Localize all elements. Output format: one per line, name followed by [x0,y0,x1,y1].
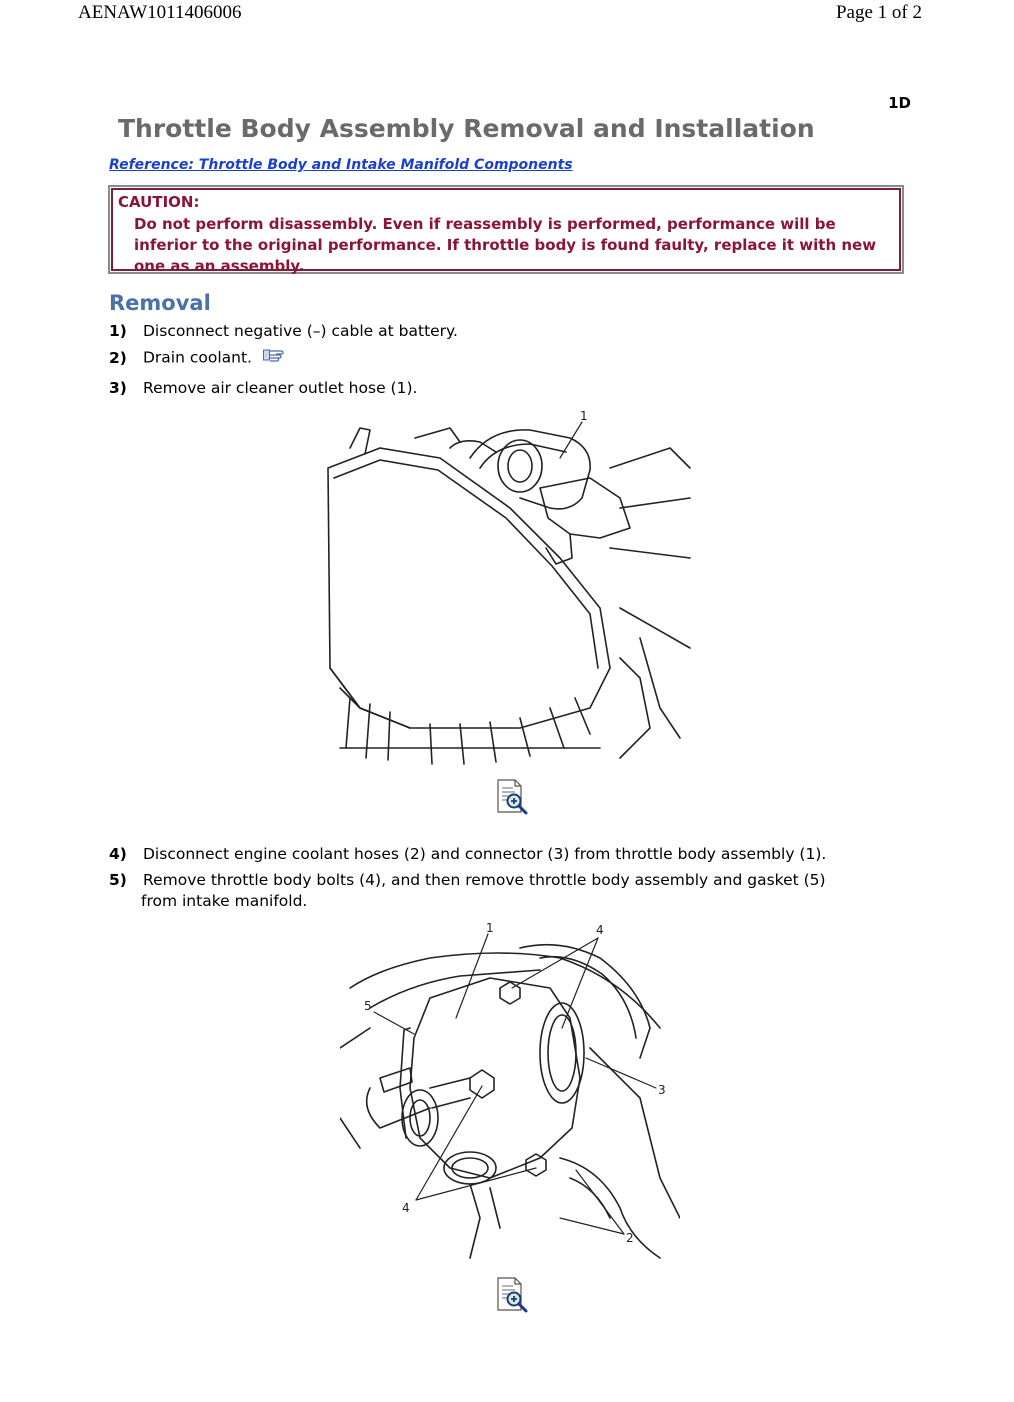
step-2 [109,347,287,369]
caution-title: CAUTION: [118,193,200,211]
page-number: Page 1 of 2 [835,2,922,23]
step-text-continued: from intake manifold. [141,892,308,910]
callout-5: 5 [364,999,372,1013]
step-number: 4) [109,845,127,863]
callout-2: 2 [626,1231,634,1245]
caution-box [108,185,904,274]
step-text: Disconnect negative (–) cable at battery. [143,322,458,340]
doc-id: AENAW1011406006 [78,2,242,23]
reference-link[interactable]: Reference: Throttle Body and Intake Manifold Components [109,157,573,173]
step-text: Disconnect engine coolant hoses (2) and connector (3) from throttle body assembly (1). [143,845,827,863]
step-5 [109,870,826,912]
step-number: 1) [109,322,127,340]
step-number: 2) [109,348,127,367]
removal-heading: Removal [109,291,211,315]
step-text: Drain coolant. [143,348,252,367]
page-title: Throttle Body Assembly Removal and Installation [118,114,815,143]
callout-3: 3 [658,1083,666,1097]
section-code: 1D [888,94,911,112]
step-4 [109,844,826,865]
step-text: Remove throttle body bolts (4), and then remove throttle body assembly and gasket (5) [143,871,826,889]
callout-4: 4 [596,923,604,937]
callout-1: 1 [580,409,588,423]
figure-air-cleaner-hose [320,408,696,768]
step-3 [109,378,417,399]
callout-1: 1 [486,921,494,935]
figure-throttle-body [340,918,680,1268]
magnifier-document-icon[interactable] [495,1276,529,1314]
magnifier-document-icon[interactable] [495,778,529,816]
caution-text: Do not perform disassembly. Even if reassembly is performed, performance will be inferior to the original performance. If throttle body is found faulty, replace it with new one as an assembly. [134,215,877,275]
step-text: Remove air cleaner outlet hose (1). [143,379,418,397]
callout-4b: 4 [402,1201,410,1215]
step-number: 5) [109,871,127,889]
pointing-hand-icon[interactable] [263,347,287,369]
step-number: 3) [109,379,127,397]
step-1 [109,321,458,342]
